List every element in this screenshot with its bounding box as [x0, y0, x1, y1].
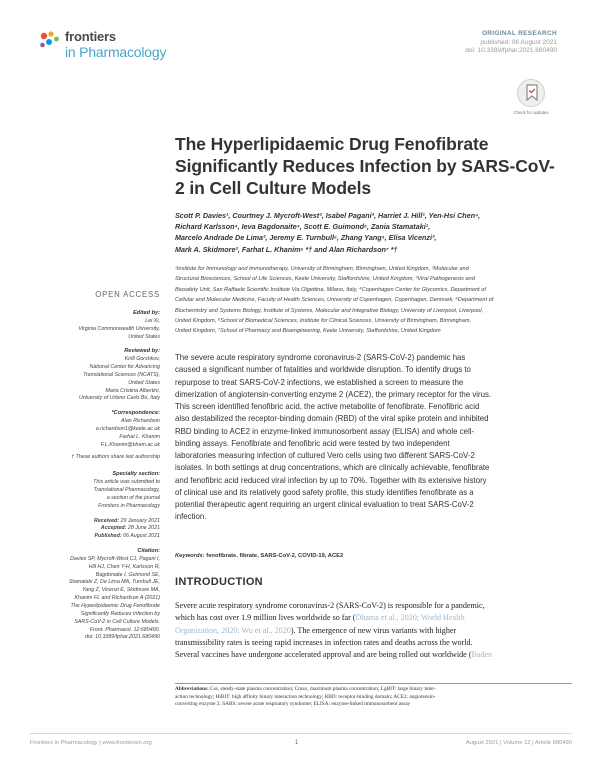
- body-line: [175, 649, 572, 661]
- author-list: [175, 210, 570, 255]
- specialty-section-label: Specialty section:: [112, 471, 160, 478]
- reviewer-line: Translational Sciences (NCATS),: [83, 371, 160, 378]
- logo-dot: [41, 33, 47, 39]
- affiliations: [175, 264, 570, 337]
- keywords-label: Keywords:: [175, 553, 205, 559]
- footnote-text: Css, steady-state plasma concentration; Cmax, maximum plasma concentration; LgBIT: large binary inter-: [208, 686, 436, 692]
- published-date-sidebar: [30, 533, 160, 541]
- specialty-line: Frontiers in Pharmacology: [98, 502, 160, 509]
- abstract-line: This screen identified fenofibric acid, the active metabolite of fenofibrate. Fenofibric acid: [175, 402, 480, 411]
- author-line: Scott P. Davies¹, Courtney J. Mycroft-West², Isabel Pagani³, Harriet J. Hill¹, Yen-Hsi Chen⁴,: [175, 211, 481, 220]
- author-line: Mark A. Skidmore², Farhat L. Khanim⁶ *† and Alan Richardson⁷ *†: [175, 244, 398, 254]
- check-for-updates-button[interactable]: [517, 79, 545, 107]
- citation-label: Citation:: [137, 548, 160, 555]
- published-value: 06 August 2021: [123, 533, 160, 540]
- body-text-run: transmissibility rates is seeing rapid increases in infection rates and deaths across the world.: [175, 637, 473, 647]
- footnote-line: converting enzyme 2; SARS: severe acute respiratory syndrome; ELISA: enzyme-linked immunosorbent assay: [175, 701, 411, 708]
- affiliation-line: Cellular and Molecular Medicine, Faculty of Health Sciences, University of Copenhagen, Copenhagen, Denmark, ⁵Department of: [175, 297, 494, 304]
- abstract-line: of clinical use and its relatively good safety profile, this study identifies fenofibrate as a: [175, 487, 474, 497]
- correspondent-email-link[interactable]: F.L.Khanim@bham.ac.uk: [100, 441, 160, 448]
- reviewer-line: University of Urbino Carlo Bo, Italy: [79, 395, 160, 402]
- citation-line: Khanim FL and Richardson A (2021): [74, 595, 160, 602]
- abstract-line: RBD binding to ACE2 in enzyme-linked immunosorbent assay (ELISA) and whole cell-: [175, 426, 475, 436]
- abstract-line: also destabilized the receptor-binding domain (RBD) of the viral spike protein and inhibited: [175, 414, 489, 424]
- check-for-updates-label: Check for updates: [513, 110, 549, 115]
- reviewed-by-label: Reviewed by:: [124, 348, 160, 355]
- introduction-body: [175, 600, 572, 661]
- footnote-divider: [175, 683, 572, 684]
- abstract-line: isolates. In both settings at drug concentrations, which are clinically achievable, fenofibrate: [175, 463, 490, 473]
- frontiers-logo-icon: [38, 30, 62, 50]
- citation-line: Stamataki Z, De Lima MA, Turnbull JE,: [68, 579, 160, 586]
- body-line: [175, 612, 572, 624]
- citation-link[interactable]: Dhama et al., 2020; World Health: [355, 613, 465, 623]
- abstract: [175, 352, 572, 524]
- accepted-date: [30, 525, 160, 533]
- body-text-run: which has cost over 1.9 million lives worldwide so far (: [175, 613, 356, 623]
- body-text-run: ). The emergence of new virus variants with higher: [290, 625, 457, 635]
- logo-dot: [40, 43, 45, 48]
- introduction-heading: INTRODUCTION: [175, 576, 263, 588]
- abstract-line: infection.: [175, 512, 207, 522]
- keywords: [175, 553, 572, 559]
- doi-link[interactable]: doi: 10.3389/fphar.2021.680490: [465, 47, 557, 55]
- footer-journal-link[interactable]: Frontiers in Pharmacology | www.frontiersin.org: [30, 740, 152, 746]
- logo-dot: [48, 31, 53, 36]
- footnote-line: action technology; HiBIT: high affinity binary interaction technology; RBD: receptor-binding domain; ACE2: angiotensin-: [175, 693, 436, 700]
- body-line: [175, 600, 572, 612]
- editor-country: United States: [128, 333, 160, 340]
- author-line: Marcelo Andrade De Lima², Jeremy E. Turnbull⁶, Zhang Yang⁴, Elisa Vicenzi³,: [175, 233, 437, 243]
- affiliation-line: Biosafety Unit, San Raffaele Scientific Institute Via Olgettina, Milano, Italy, ⁴Copenhagen Center for Glycomics, Department of: [175, 286, 486, 293]
- article-title: The Hyperlipidaemic Drug Fenofibrate Significantly Reduces Infection by SARS-CoV-2 in Cell Culture Models: [175, 134, 555, 198]
- published-label: Published:: [94, 533, 122, 540]
- received-value: 29 January 2021: [120, 517, 160, 524]
- page-number: 1: [295, 740, 299, 746]
- body-text-run: Several vaccines have undergone accelerated approval and are being rolled out worldwide (: [175, 650, 472, 660]
- logo-dot: [46, 39, 52, 45]
- citation-line: Hill HJ, Chen Y-H, Karlsson R,: [88, 563, 160, 570]
- reviewer-line: Maria Cristina Albertini,: [105, 387, 160, 394]
- citation-link[interactable]: Organization, 2020; Wu et al., 2020: [175, 625, 291, 635]
- published-date: published: 06 August 2021: [480, 38, 557, 46]
- footer-volume-info: August 2021 | Volume 12 | Article 680490: [465, 740, 572, 746]
- specialty-line: This article was submitted to: [93, 479, 160, 486]
- body-line: [175, 637, 572, 649]
- citation-link[interactable]: Baden: [471, 650, 493, 660]
- abstract-line: repurpose to treat SARS-CoV-2 infections, we established a screen to measure the: [175, 377, 464, 387]
- abbreviations-label: Abbreviations:: [175, 686, 209, 692]
- article-sidebar: [30, 310, 160, 642]
- shared-authorship-note: † These authors share last authorship: [71, 453, 160, 460]
- reviewer-line: Kirill Gorshkov,: [124, 356, 160, 363]
- citation-line: Front. Pharmacol. 12:680490.: [89, 626, 160, 633]
- logo-brand: frontiers: [65, 29, 116, 44]
- citation-doi-link[interactable]: doi: 10.3389/fphar.2021.680490: [85, 634, 160, 641]
- article-type: ORIGINAL RESEARCH: [481, 30, 557, 37]
- editor-name: Lei Xi,: [145, 317, 160, 324]
- edited-by-label: Edited by:: [132, 310, 160, 316]
- logo-dot: [54, 37, 59, 42]
- article-meta: [465, 30, 557, 56]
- frontiers-logo[interactable]: [38, 28, 188, 68]
- citation-line: Davies SP, Mycroft-West CJ, Pagani I,: [70, 555, 160, 562]
- citation-line: SARS-CoV-2 in Cell Culture Models.: [74, 618, 160, 625]
- keywords-list: fenofibrate, fibrate, SARS-CoV-2, COVID-19, ACE2: [206, 553, 344, 559]
- logo-journal: in Pharmacology: [65, 44, 167, 60]
- correspondent-name: Farhat L. Khanim: [119, 433, 160, 440]
- specialty-line: Translational Pharmacology,: [93, 487, 160, 494]
- author-line: Richard Karlsson⁴, Ieva Bagdonaite⁴, Scott E. Guimond⁵, Zania Stamataki¹,: [175, 222, 431, 232]
- specialty-line: a section of the journal: [106, 494, 160, 501]
- citation-line: Yang Z, Vicenzi E, Skidmore MA,: [82, 587, 160, 594]
- correspondent-email-link[interactable]: a.richardson1@keele.ac.uk: [95, 425, 160, 432]
- reviewer-line: United States: [128, 379, 160, 386]
- abstract-line: caused a significant number of fatalities and worldwide disruption. To identify drugs to: [175, 365, 471, 375]
- affiliation-line: Structural Biosciences, School of Life Sciences, Keele University, Staffordshire, United Kingdom, ³Viral Pathogenesis and: [175, 276, 475, 283]
- correspondent-name: Alan Richardson: [121, 418, 160, 425]
- abstract-line: binding assays. Fenofibrate and fenofibric acid were tested by two independent: [175, 438, 450, 448]
- abstract-line: potential therapeutic agent requiring an urgent clinical evaluation to treat SARS-CoV-2: [175, 500, 474, 509]
- abstract-line: laboratories measuring infection of cultured Vero cells using two different SARS-CoV-2: [175, 451, 475, 460]
- abstract-line: and fenofibric acid reduced viral infection by up to 70%. Together with its extensive history: [175, 475, 487, 485]
- open-access-label: OPEN ACCESS: [95, 290, 160, 299]
- body-line: [175, 625, 572, 637]
- affiliation-line: Biochemistry and Systems Biology, Institute of Systems, Molecular and Integrative Biology, University of Liverpool, Liverpool,: [175, 307, 484, 314]
- footnote-line: [175, 686, 572, 694]
- affiliation-line: United Kingdom, ⁶School of Biomedical Sciences, Institute for Clinical Sciences, University of Birmingham, Birmingham,: [175, 318, 472, 325]
- reviewer-line: National Center for Advancing: [89, 364, 160, 371]
- body-text-run: Severe acute respiratory syndrome coronavirus-2 (SARS-CoV-2) is responsible for a pandemic,: [175, 601, 485, 610]
- abstract-line: The severe acute respiratory syndrome coronavirus-2 (SARS-CoV-2) pandemic has: [175, 353, 466, 362]
- accepted-value: 28 June 2021: [127, 525, 160, 532]
- received-label: Received:: [94, 517, 120, 524]
- citation-line: Bagdonaite I, Guimond SE,: [95, 571, 160, 578]
- correspondence-label: *Correspondence:: [111, 410, 160, 417]
- citation-line: Significantly Reduces Infection by: [80, 610, 160, 617]
- received-date: [30, 518, 160, 526]
- abstract-line: dimerization of angiotensin-converting enzyme 2 (ACE2), the primary receptor for the virus.: [175, 389, 492, 399]
- affiliation-line: ¹Institute for Immunology and Immunotherapy, University of Birmingham, Birmingham, United Kingdom, ²Molecular and: [175, 266, 469, 272]
- bookmark-check-icon: [525, 84, 539, 102]
- accepted-label: Accepted:: [100, 525, 127, 532]
- citation-line: The Hyperlipidaemic Drug Fenofibrate: [70, 603, 160, 609]
- footer-divider: [30, 733, 572, 734]
- editor-affiliation: Virginia Commonwealth University,: [78, 325, 160, 332]
- abbreviations-footnote: [175, 686, 572, 709]
- affiliation-line: United Kingdom, ⁷School of Pharmacy and Bioengineering, Keele University, Staffordshire, United Kingdom: [175, 328, 441, 335]
